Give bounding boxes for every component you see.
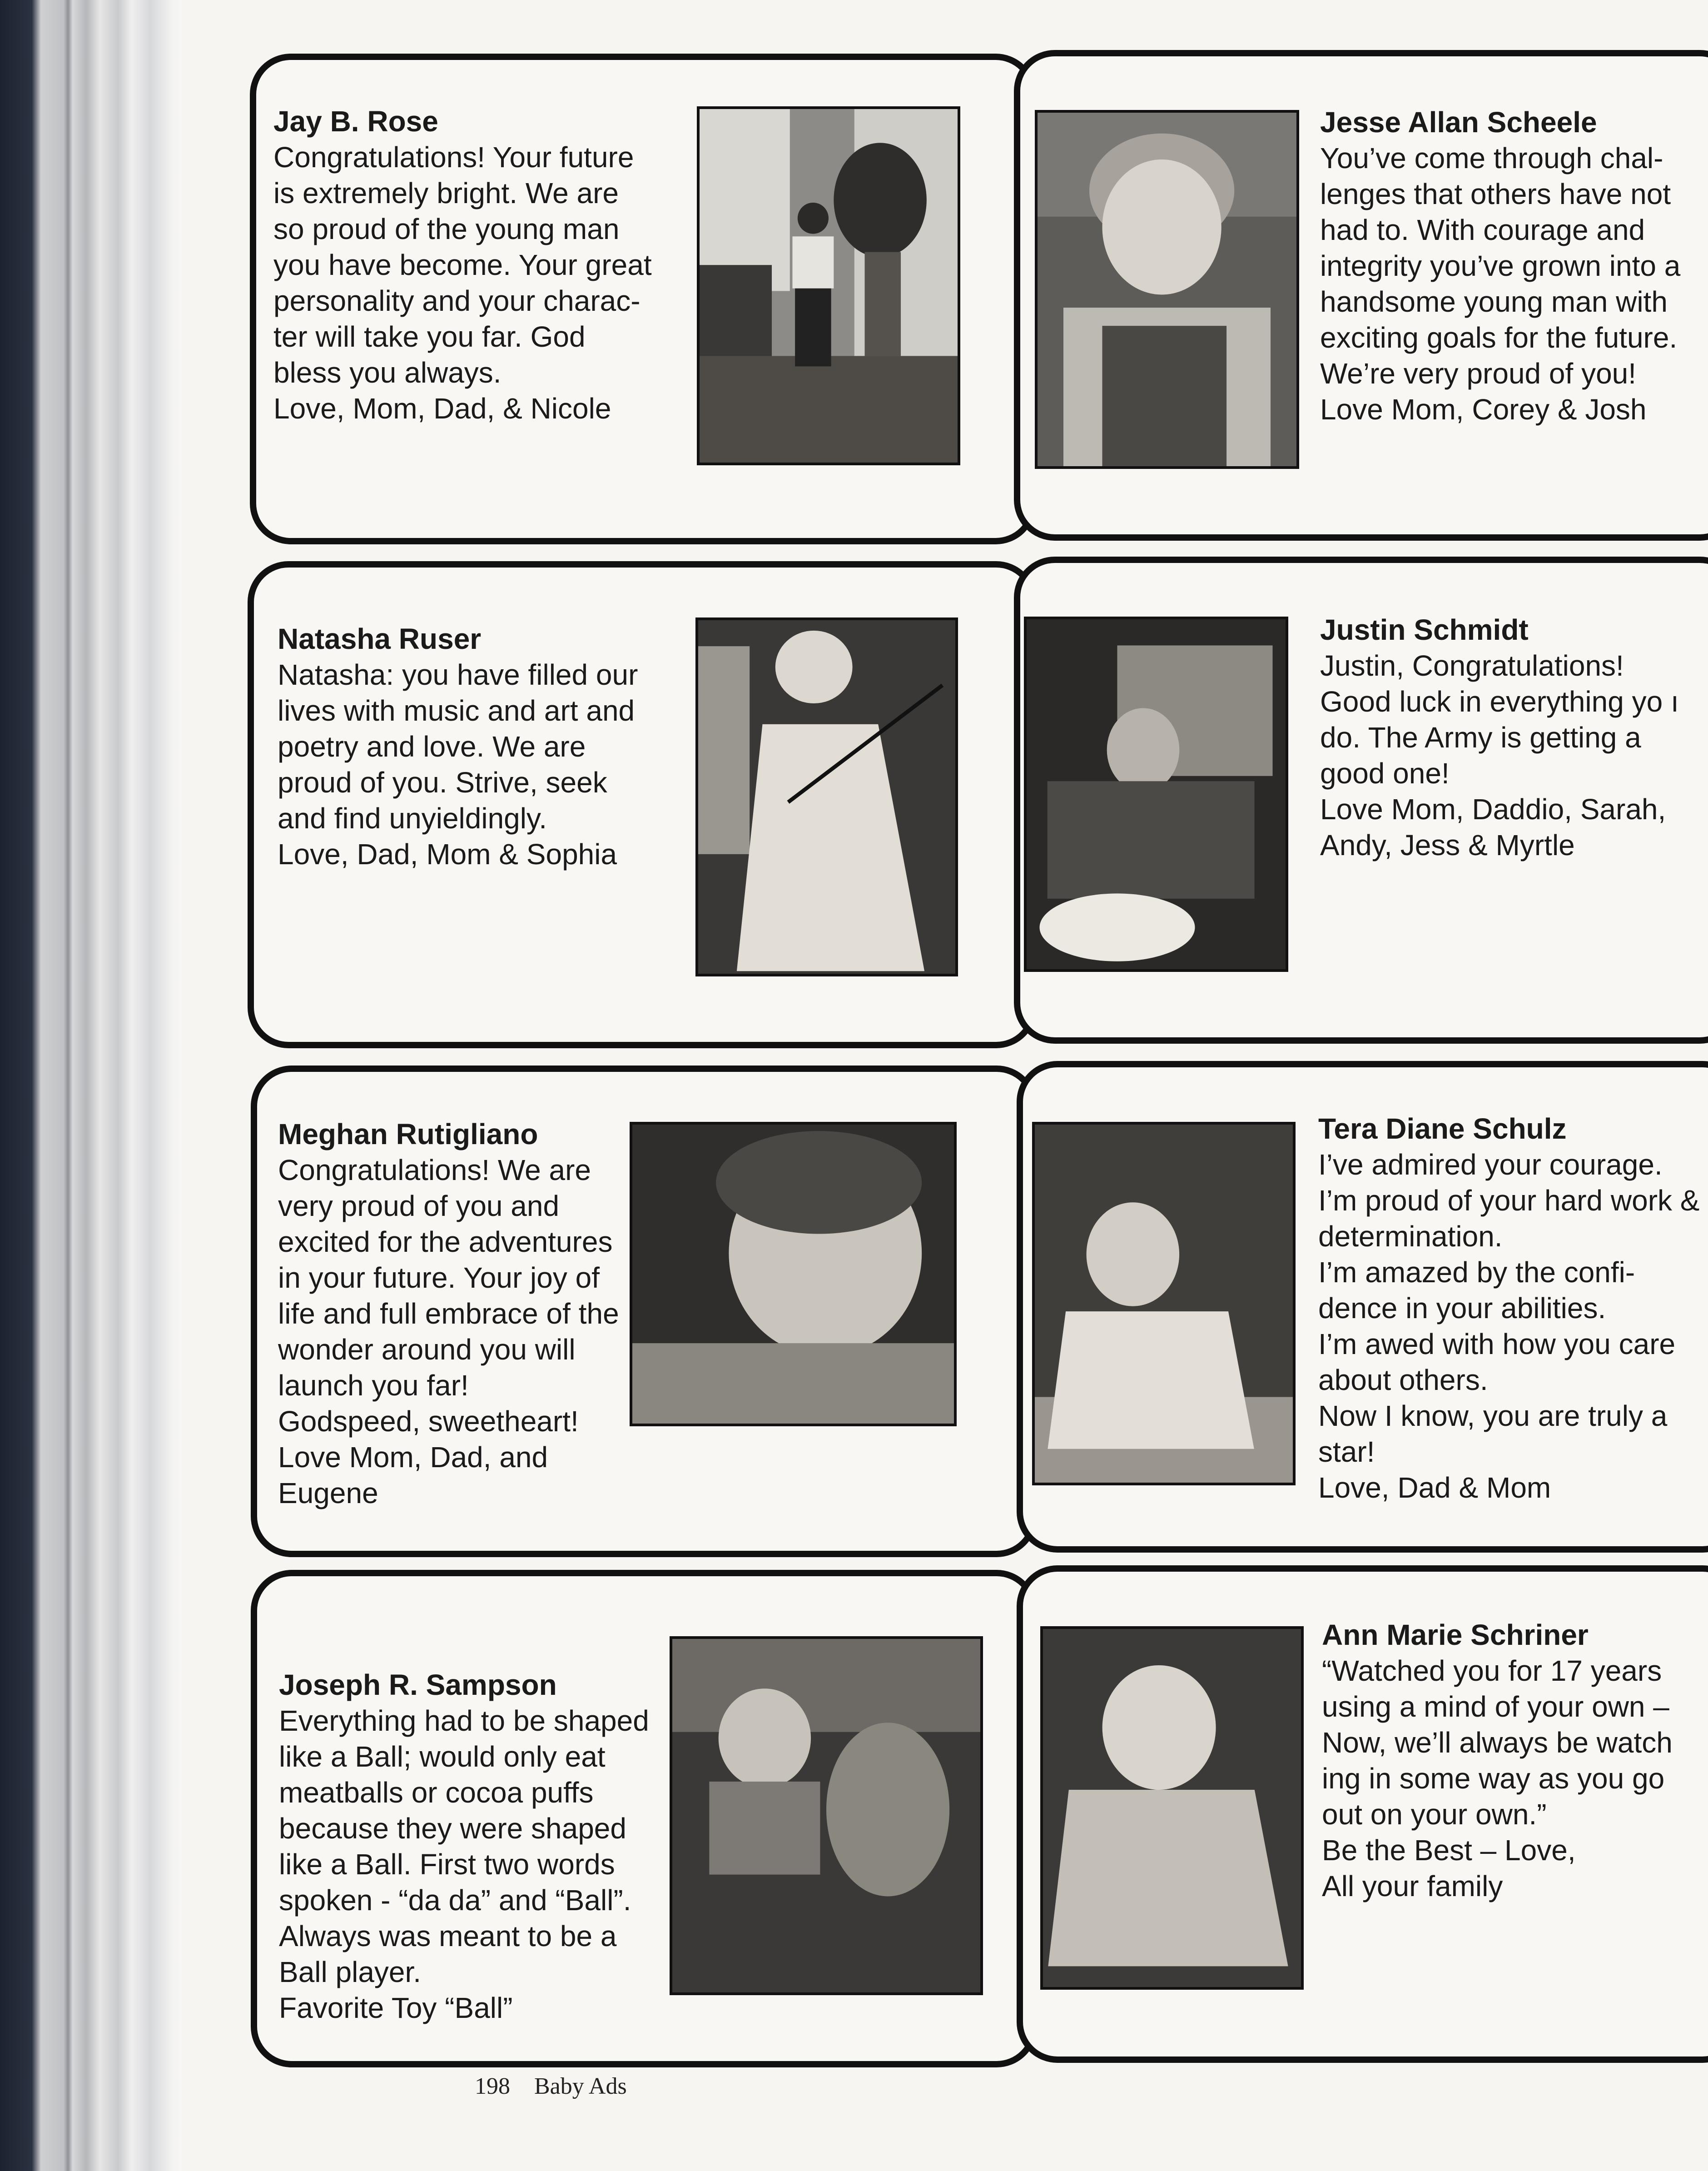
photo-toddler-closeup [630, 1122, 957, 1426]
photo-boy-with-plant [697, 106, 960, 465]
ad-line: Love, Dad & Mom [1318, 1471, 1551, 1504]
ad-line: using a mind of your own – [1322, 1690, 1669, 1723]
ad-line: All your family [1322, 1870, 1503, 1902]
ad-card-jesse-scheele [1014, 50, 1708, 541]
ad-line: ter will take you far. God [273, 320, 586, 353]
ad-line: Everything had to be shaped [279, 1704, 649, 1737]
ad-line: about others. [1318, 1364, 1488, 1396]
book-binding [0, 0, 182, 2171]
ad-line: ing in some way as you go [1322, 1762, 1665, 1795]
photo-girl-violin [695, 617, 958, 976]
ad-card-justin-schmidt [1014, 557, 1708, 1044]
ad-name: Justin Schmidt [1320, 613, 1529, 646]
ad-text [278, 1116, 619, 1511]
ad-name: Natasha Ruser [278, 622, 482, 655]
ad-line: Congratulations! Your future [273, 141, 634, 174]
ad-line: integrity you’ve grown into a [1320, 249, 1681, 282]
ad-text [1322, 1617, 1673, 1904]
ad-line: very proud of you and [278, 1190, 560, 1222]
ad-name: Ann Marie Schriner [1322, 1618, 1589, 1651]
ad-line: I’m awed with how you care [1318, 1328, 1676, 1360]
ad-line: out on your own.” [1322, 1798, 1547, 1831]
ad-line: and find unyieldingly. [278, 802, 547, 835]
ad-line: Justin, Congratulations! [1320, 649, 1624, 682]
ad-line: dence in your abilities. [1318, 1292, 1606, 1325]
ad-name: Joseph R. Sampson [279, 1668, 557, 1701]
ad-line: poetry and love. We are [278, 730, 586, 763]
ad-line: wonder around you will [278, 1333, 576, 1366]
ad-line: lives with music and art and [278, 694, 635, 727]
ad-card-tera-schulz [1017, 1061, 1708, 1553]
ad-line: had to. With courage and [1320, 214, 1645, 246]
ad-line: Love, Mom, Dad, & Nicole [273, 392, 611, 425]
ad-line: You’ve come through chal- [1320, 142, 1663, 174]
ad-name: Meghan Rutigliano [278, 1118, 538, 1150]
ad-text [273, 104, 652, 427]
ad-line: We’re very proud of you! [1320, 357, 1637, 390]
ad-name: Jay B. Rose [273, 105, 438, 138]
ad-text [1318, 1111, 1699, 1506]
ad-line: like a Ball. First two words [279, 1848, 615, 1881]
page-number: 198 [475, 2073, 510, 2099]
ad-line: Favorite Toy “Ball” [279, 1992, 513, 2024]
ad-card-meghan-rutigliano [251, 1066, 1038, 1557]
ad-line: lenges that others have not [1320, 178, 1671, 210]
section-title: Baby Ads [534, 2073, 627, 2099]
ad-text [278, 621, 638, 872]
photo-toddler-overalls [1035, 110, 1299, 469]
ad-line: bless you always. [273, 356, 501, 389]
ad-text [1320, 105, 1680, 428]
ad-line: Love Mom, Daddio, Sarah, [1320, 793, 1666, 826]
photo-baby-smiling [1040, 1626, 1304, 1990]
ad-line: determination. [1318, 1220, 1503, 1253]
ad-line: Good luck in everything yo ı [1320, 685, 1679, 718]
ad-line: Love Mom, Dad, and [278, 1441, 548, 1474]
ad-line: so proud of the young man [273, 213, 620, 245]
ad-line: like a Ball; would only eat [279, 1740, 606, 1773]
ad-line: Now I know, you are truly a [1318, 1399, 1668, 1432]
ad-text [1320, 612, 1679, 863]
ad-line: launch you far! [278, 1369, 469, 1402]
ad-card-jay-rose [250, 54, 1037, 544]
ad-line: Natasha: you have filled our [278, 658, 638, 691]
ad-line: meatballs or cocoa puffs [279, 1776, 594, 1809]
ad-line: personality and your charac- [273, 284, 640, 317]
ad-line: exciting goals for the future. [1320, 321, 1678, 354]
photo-baby-sitting [1032, 1122, 1296, 1485]
yearbook-page [182, 0, 1708, 2171]
ad-line: I’ve admired your courage. [1318, 1148, 1663, 1181]
ad-card-joseph-sampson [251, 1570, 1038, 2067]
ad-line: Always was meant to be a [279, 1920, 617, 1952]
ad-line: Eugene [278, 1477, 378, 1509]
ad-line: in your future. Your joy of [278, 1261, 600, 1294]
ad-line: Ball player. [279, 1956, 422, 1988]
ad-line: handsome young man with [1320, 285, 1668, 318]
ad-card-ann-marie-schriner [1017, 1565, 1708, 2063]
ad-line: proud of you. Strive, seek [278, 766, 607, 799]
ad-line: spoken - “da da” and “Ball”. [279, 1884, 631, 1917]
ad-line: star! [1318, 1435, 1375, 1468]
ad-name: Tera Diane Schulz [1318, 1112, 1567, 1145]
ad-line: Now, we’ll always be watch [1322, 1726, 1673, 1759]
ad-line: I’m amazed by the confi- [1318, 1256, 1635, 1289]
page-footer [475, 2073, 645, 2100]
ad-line: excited for the adventures [278, 1225, 613, 1258]
ad-line: “Watched you for 17 years [1322, 1654, 1662, 1687]
ad-line: life and full embrace of the [278, 1297, 619, 1330]
ad-line: because they were shaped [279, 1812, 626, 1845]
ad-line: is extremely bright. We are [273, 177, 619, 209]
ad-card-natasha-ruser [248, 561, 1037, 1048]
ad-line: Godspeed, sweetheart! [278, 1405, 579, 1438]
photo-toddler-with-frog [670, 1636, 983, 1995]
ad-line: Love Mom, Corey & Josh [1320, 393, 1647, 426]
ad-line: do. The Army is getting a [1320, 721, 1641, 754]
ad-line: Congratulations! We are [278, 1154, 591, 1186]
photo-boy-birthday-cake [1024, 617, 1288, 972]
ad-line: you have become. Your great [273, 249, 652, 281]
ad-line: I’m proud of your hard work & [1318, 1184, 1700, 1217]
ad-line: Love, Dad, Mom & Sophia [278, 838, 617, 871]
ad-line: good one! [1320, 757, 1450, 790]
ad-name: Jesse Allan Scheele [1320, 106, 1597, 139]
ad-text [279, 1667, 649, 2026]
ad-line: Be the Best – Love, [1322, 1834, 1576, 1867]
ad-line: Andy, Jess & Myrtle [1320, 829, 1575, 861]
